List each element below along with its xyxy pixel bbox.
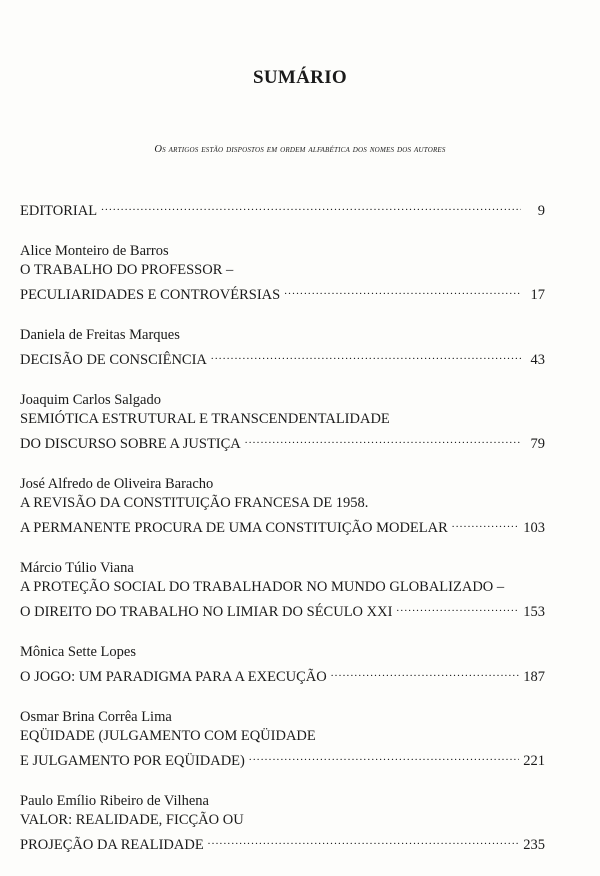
toc-title-text: PECULIARIDADES E CONTROVÉRSIAS — [20, 287, 281, 303]
toc-title-line: EQÜIDADE (JULGAMENTO COM EQÜIDADE — [20, 728, 316, 744]
dot-leader — [249, 746, 519, 765]
toc-title-line: O TRABALHO DO PROFESSOR – — [20, 262, 234, 278]
toc-author: Daniela de Freitas Marques — [20, 327, 180, 343]
toc-entry — [20, 559, 545, 622]
toc-title-line-with-page[interactable] — [20, 429, 545, 454]
toc-page-number: 79 — [530, 436, 545, 452]
toc-entry — [20, 475, 545, 538]
toc-page-number: 17 — [530, 287, 545, 303]
page-title: SUMÁRIO — [253, 67, 347, 88]
toc-title-text: A PERMANENTE PROCURA DE UMA CONSTITUIÇÃO MODELAR — [20, 520, 448, 536]
page-subtitle: Os artigos estão dispostos em ordem alfabética dos nomes dos autores — [154, 144, 446, 155]
toc-title-text: PROJEÇÃO DA REALIDADE — [20, 837, 204, 853]
dot-leader — [101, 196, 521, 215]
toc-title-text: DECISÃO DE CONSCIÊNCIA — [20, 352, 207, 368]
dot-leader — [284, 280, 521, 299]
toc-page-number: 235 — [523, 837, 545, 853]
toc-title-line-with-page[interactable] — [20, 830, 545, 855]
toc-author: Osmar Brina Corrêa Lima — [20, 709, 172, 725]
toc-page-number: 153 — [523, 604, 545, 620]
toc-title-line-with-page[interactable] — [20, 513, 545, 538]
toc-title-text: O JOGO: UM PARADIGMA PARA A EXECUÇÃO — [20, 669, 327, 685]
toc-title-line-with-page[interactable] — [20, 746, 545, 771]
toc-page-number: 187 — [523, 669, 545, 685]
toc-title-line-with-page[interactable] — [20, 662, 545, 687]
toc-title-line: A REVISÃO DA CONSTITUIÇÃO FRANCESA DE 1958. — [20, 495, 369, 511]
toc-title-line: VALOR: REALIDADE, FICÇÃO OU — [20, 812, 244, 828]
toc-title-line: A PROTEÇÃO SOCIAL DO TRABALHADOR NO MUNDO GLOBALIZADO – — [20, 579, 505, 595]
toc-entry — [20, 708, 545, 771]
toc-title-text: EDITORIAL — [20, 203, 98, 219]
toc-title-line-with-page[interactable] — [20, 280, 545, 305]
toc-title-line-with-page[interactable] — [20, 196, 545, 221]
toc-entry — [20, 326, 545, 370]
toc-entry — [20, 242, 545, 305]
toc-author: Alice Monteiro de Barros — [20, 243, 169, 259]
dot-leader — [211, 345, 521, 364]
toc-title-text: DO DISCURSO SOBRE A JUSTIÇA — [20, 436, 241, 452]
toc-entry — [20, 643, 545, 687]
dot-leader — [245, 429, 521, 448]
toc-page-number: 9 — [537, 203, 545, 219]
toc-page-number: 221 — [523, 753, 545, 769]
toc-author: Mônica Sette Lopes — [20, 644, 136, 660]
dot-leader — [208, 830, 520, 849]
dot-leader — [452, 513, 519, 532]
toc-author: José Alfredo de Oliveira Baracho — [20, 476, 214, 492]
dot-leader — [331, 662, 520, 681]
toc-title-text: O DIREITO DO TRABALHO NO LIMIAR DO SÉCULO XXI — [20, 604, 393, 620]
toc-title-text: E JULGAMENTO POR EQÜIDADE) — [20, 753, 245, 769]
toc-title-line-with-page[interactable] — [20, 597, 545, 622]
toc-entry — [20, 391, 545, 454]
toc-title-line: SEMIÓTICA ESTRUTURAL E TRANSCENDENTALIDADE — [20, 411, 390, 427]
toc-title-line-with-page[interactable] — [20, 345, 545, 370]
table-of-contents — [20, 196, 545, 876]
toc-page-number: 43 — [530, 352, 545, 368]
toc-entry — [20, 792, 545, 855]
toc-author: Paulo Emílio Ribeiro de Vilhena — [20, 793, 209, 809]
toc-page-number: 103 — [523, 520, 545, 536]
dot-leader — [396, 597, 519, 616]
toc-author: Márcio Túlio Viana — [20, 560, 134, 576]
toc-author: Joaquim Carlos Salgado — [20, 392, 161, 408]
toc-entry — [20, 196, 545, 221]
